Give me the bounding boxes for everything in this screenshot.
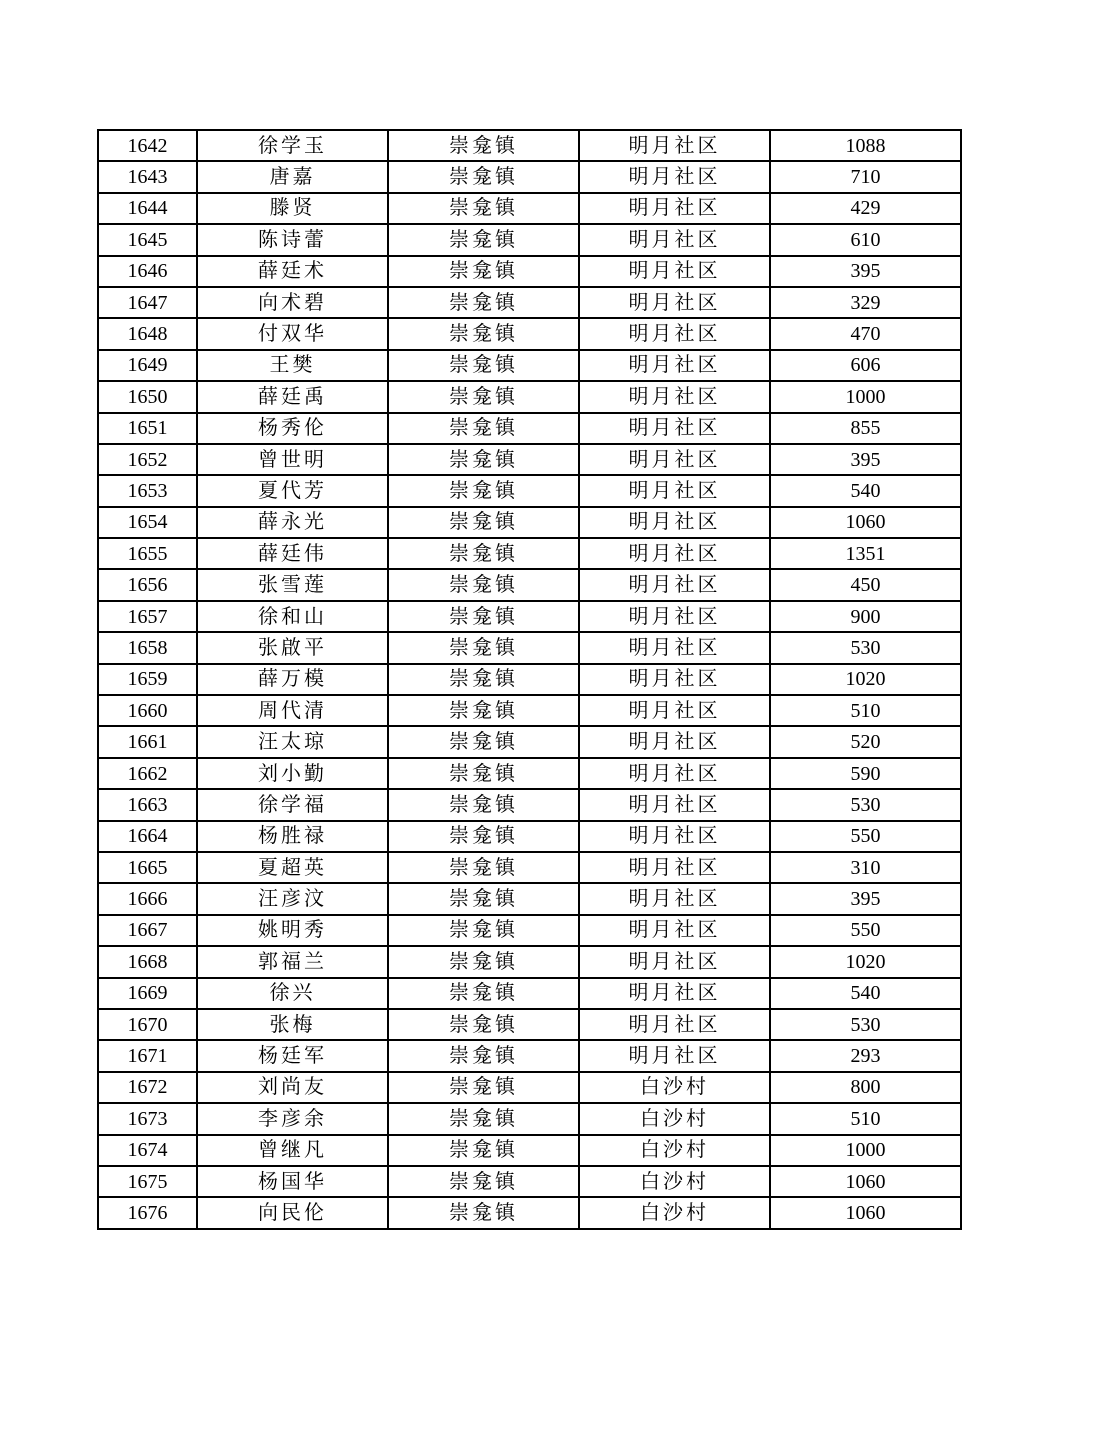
cell-number: 1663 (98, 789, 197, 820)
cell-village: 白沙村 (579, 1166, 770, 1197)
table-row (98, 664, 961, 695)
table-row (98, 287, 961, 318)
cell-number: 1676 (98, 1197, 197, 1228)
cell-town: 崇龛镇 (388, 601, 579, 632)
cell-town: 崇龛镇 (388, 381, 579, 412)
cell-town: 崇龛镇 (388, 475, 579, 506)
cell-village: 明月社区 (579, 538, 770, 569)
cell-town: 崇龛镇 (388, 1103, 579, 1134)
table-row (98, 883, 961, 914)
cell-town: 崇龛镇 (388, 256, 579, 287)
cell-town: 崇龛镇 (388, 1166, 579, 1197)
cell-name: 王樊 (197, 350, 388, 381)
cell-village: 明月社区 (579, 318, 770, 349)
cell-amount: 510 (770, 1103, 961, 1134)
table-row (98, 1040, 961, 1071)
table-row (98, 538, 961, 569)
cell-number: 1664 (98, 821, 197, 852)
cell-village: 明月社区 (579, 569, 770, 600)
cell-village: 白沙村 (579, 1103, 770, 1134)
table-row (98, 695, 961, 726)
table-row (98, 381, 961, 412)
cell-amount: 1060 (770, 1197, 961, 1228)
cell-village: 明月社区 (579, 507, 770, 538)
cell-town: 崇龛镇 (388, 883, 579, 914)
table-row (98, 193, 961, 224)
cell-town: 崇龛镇 (388, 507, 579, 538)
table-row (98, 507, 961, 538)
cell-town: 崇龛镇 (388, 695, 579, 726)
cell-amount: 429 (770, 193, 961, 224)
cell-number: 1666 (98, 883, 197, 914)
cell-amount: 530 (770, 789, 961, 820)
cell-amount: 1060 (770, 1166, 961, 1197)
cell-number: 1644 (98, 193, 197, 224)
cell-amount: 1020 (770, 946, 961, 977)
cell-village: 明月社区 (579, 915, 770, 946)
cell-amount: 1351 (770, 538, 961, 569)
cell-number: 1672 (98, 1072, 197, 1103)
table-row (98, 224, 961, 255)
cell-amount: 470 (770, 318, 961, 349)
cell-town: 崇龛镇 (388, 946, 579, 977)
cell-number: 1656 (98, 569, 197, 600)
cell-village: 明月社区 (579, 1009, 770, 1040)
cell-name: 汪彦汶 (197, 883, 388, 914)
cell-number: 1645 (98, 224, 197, 255)
cell-number: 1649 (98, 350, 197, 381)
table-row (98, 601, 961, 632)
cell-number: 1653 (98, 475, 197, 506)
cell-name: 薛廷术 (197, 256, 388, 287)
cell-town: 崇龛镇 (388, 852, 579, 883)
cell-name: 周代清 (197, 695, 388, 726)
cell-name: 汪太琼 (197, 726, 388, 757)
cell-amount: 530 (770, 632, 961, 663)
cell-village: 白沙村 (579, 1197, 770, 1228)
cell-name: 薛廷伟 (197, 538, 388, 569)
cell-name: 曾继凡 (197, 1135, 388, 1166)
cell-village: 明月社区 (579, 978, 770, 1009)
cell-village: 明月社区 (579, 1040, 770, 1071)
table-row (98, 569, 961, 600)
table-row (98, 350, 961, 381)
data-table (97, 129, 962, 1230)
cell-town: 崇龛镇 (388, 978, 579, 1009)
cell-name: 曾世明 (197, 444, 388, 475)
cell-name: 夏超英 (197, 852, 388, 883)
cell-number: 1652 (98, 444, 197, 475)
cell-number: 1661 (98, 726, 197, 757)
cell-town: 崇龛镇 (388, 318, 579, 349)
cell-town: 崇龛镇 (388, 161, 579, 192)
cell-village: 明月社区 (579, 758, 770, 789)
cell-town: 崇龛镇 (388, 1135, 579, 1166)
cell-town: 崇龛镇 (388, 130, 579, 161)
cell-amount: 1088 (770, 130, 961, 161)
cell-name: 杨国华 (197, 1166, 388, 1197)
table-row (98, 978, 961, 1009)
cell-amount: 855 (770, 413, 961, 444)
cell-town: 崇龛镇 (388, 821, 579, 852)
cell-town: 崇龛镇 (388, 350, 579, 381)
cell-amount: 900 (770, 601, 961, 632)
table-row (98, 852, 961, 883)
cell-amount: 395 (770, 883, 961, 914)
table-row (98, 413, 961, 444)
cell-village: 明月社区 (579, 413, 770, 444)
cell-name: 滕贤 (197, 193, 388, 224)
cell-number: 1674 (98, 1135, 197, 1166)
cell-amount: 510 (770, 695, 961, 726)
table-row (98, 1197, 961, 1228)
cell-town: 崇龛镇 (388, 1197, 579, 1228)
cell-amount: 610 (770, 224, 961, 255)
cell-name: 姚明秀 (197, 915, 388, 946)
cell-number: 1651 (98, 413, 197, 444)
cell-name: 杨胜禄 (197, 821, 388, 852)
table-row (98, 256, 961, 287)
cell-number: 1660 (98, 695, 197, 726)
cell-name: 张啟平 (197, 632, 388, 663)
cell-name: 徐和山 (197, 601, 388, 632)
cell-village: 明月社区 (579, 193, 770, 224)
table-body (98, 130, 961, 1229)
cell-amount: 450 (770, 569, 961, 600)
cell-town: 崇龛镇 (388, 758, 579, 789)
cell-number: 1657 (98, 601, 197, 632)
cell-number: 1669 (98, 978, 197, 1009)
cell-town: 崇龛镇 (388, 224, 579, 255)
cell-amount: 606 (770, 350, 961, 381)
cell-town: 崇龛镇 (388, 789, 579, 820)
table-row (98, 726, 961, 757)
cell-village: 明月社区 (579, 664, 770, 695)
cell-number: 1667 (98, 915, 197, 946)
cell-number: 1642 (98, 130, 197, 161)
cell-name: 杨秀伦 (197, 413, 388, 444)
cell-village: 明月社区 (579, 946, 770, 977)
cell-amount: 395 (770, 256, 961, 287)
table-row (98, 475, 961, 506)
cell-number: 1668 (98, 946, 197, 977)
cell-village: 明月社区 (579, 883, 770, 914)
cell-name: 刘小勤 (197, 758, 388, 789)
cell-village: 明月社区 (579, 350, 770, 381)
cell-village: 明月社区 (579, 852, 770, 883)
table-row (98, 789, 961, 820)
cell-village: 明月社区 (579, 161, 770, 192)
cell-town: 崇龛镇 (388, 193, 579, 224)
cell-name: 薛永光 (197, 507, 388, 538)
cell-name: 向民伦 (197, 1197, 388, 1228)
cell-amount: 1060 (770, 507, 961, 538)
cell-town: 崇龛镇 (388, 287, 579, 318)
cell-amount: 1000 (770, 381, 961, 412)
cell-village: 明月社区 (579, 130, 770, 161)
cell-number: 1647 (98, 287, 197, 318)
cell-name: 徐兴 (197, 978, 388, 1009)
cell-amount: 293 (770, 1040, 961, 1071)
cell-village: 白沙村 (579, 1072, 770, 1103)
cell-name: 唐嘉 (197, 161, 388, 192)
cell-amount: 520 (770, 726, 961, 757)
table-row (98, 946, 961, 977)
cell-name: 李彦余 (197, 1103, 388, 1134)
table-row (98, 161, 961, 192)
cell-name: 徐学福 (197, 789, 388, 820)
cell-name: 向术碧 (197, 287, 388, 318)
cell-village: 明月社区 (579, 475, 770, 506)
cell-village: 明月社区 (579, 821, 770, 852)
cell-amount: 310 (770, 852, 961, 883)
cell-number: 1659 (98, 664, 197, 695)
cell-name: 郭福兰 (197, 946, 388, 977)
cell-amount: 800 (770, 1072, 961, 1103)
cell-town: 崇龛镇 (388, 1009, 579, 1040)
cell-name: 薛万模 (197, 664, 388, 695)
table-row (98, 1103, 961, 1134)
cell-amount: 395 (770, 444, 961, 475)
cell-town: 崇龛镇 (388, 569, 579, 600)
table-row (98, 915, 961, 946)
cell-town: 崇龛镇 (388, 632, 579, 663)
cell-village: 明月社区 (579, 632, 770, 663)
cell-number: 1670 (98, 1009, 197, 1040)
cell-number: 1671 (98, 1040, 197, 1071)
cell-name: 张梅 (197, 1009, 388, 1040)
cell-name: 杨廷军 (197, 1040, 388, 1071)
cell-amount: 1020 (770, 664, 961, 695)
cell-number: 1675 (98, 1166, 197, 1197)
cell-name: 夏代芳 (197, 475, 388, 506)
cell-village: 明月社区 (579, 381, 770, 412)
cell-village: 白沙村 (579, 1135, 770, 1166)
cell-village: 明月社区 (579, 256, 770, 287)
table-row (98, 444, 961, 475)
cell-village: 明月社区 (579, 601, 770, 632)
cell-number: 1646 (98, 256, 197, 287)
cell-village: 明月社区 (579, 287, 770, 318)
table-row (98, 1072, 961, 1103)
cell-name: 刘尚友 (197, 1072, 388, 1103)
cell-number: 1662 (98, 758, 197, 789)
cell-amount: 550 (770, 821, 961, 852)
cell-name: 薛廷禹 (197, 381, 388, 412)
cell-town: 崇龛镇 (388, 413, 579, 444)
cell-number: 1655 (98, 538, 197, 569)
cell-town: 崇龛镇 (388, 915, 579, 946)
cell-number: 1643 (98, 161, 197, 192)
cell-town: 崇龛镇 (388, 444, 579, 475)
cell-amount: 590 (770, 758, 961, 789)
table-row (98, 1009, 961, 1040)
cell-number: 1648 (98, 318, 197, 349)
cell-town: 崇龛镇 (388, 1072, 579, 1103)
cell-name: 陈诗蕾 (197, 224, 388, 255)
cell-number: 1654 (98, 507, 197, 538)
cell-number: 1665 (98, 852, 197, 883)
cell-amount: 550 (770, 915, 961, 946)
table-row (98, 1135, 961, 1166)
table-row (98, 130, 961, 161)
cell-village: 明月社区 (579, 695, 770, 726)
table-row (98, 632, 961, 663)
table-row (98, 821, 961, 852)
cell-amount: 1000 (770, 1135, 961, 1166)
cell-village: 明月社区 (579, 726, 770, 757)
cell-amount: 540 (770, 475, 961, 506)
cell-name: 付双华 (197, 318, 388, 349)
cell-town: 崇龛镇 (388, 726, 579, 757)
cell-town: 崇龛镇 (388, 1040, 579, 1071)
cell-number: 1673 (98, 1103, 197, 1134)
cell-town: 崇龛镇 (388, 664, 579, 695)
cell-town: 崇龛镇 (388, 538, 579, 569)
table-row (98, 1166, 961, 1197)
cell-amount: 540 (770, 978, 961, 1009)
cell-number: 1658 (98, 632, 197, 663)
cell-village: 明月社区 (579, 224, 770, 255)
cell-amount: 530 (770, 1009, 961, 1040)
cell-village: 明月社区 (579, 444, 770, 475)
table-row (98, 318, 961, 349)
cell-amount: 710 (770, 161, 961, 192)
cell-name: 徐学玉 (197, 130, 388, 161)
cell-amount: 329 (770, 287, 961, 318)
table-row (98, 758, 961, 789)
cell-name: 张雪莲 (197, 569, 388, 600)
cell-number: 1650 (98, 381, 197, 412)
cell-village: 明月社区 (579, 789, 770, 820)
